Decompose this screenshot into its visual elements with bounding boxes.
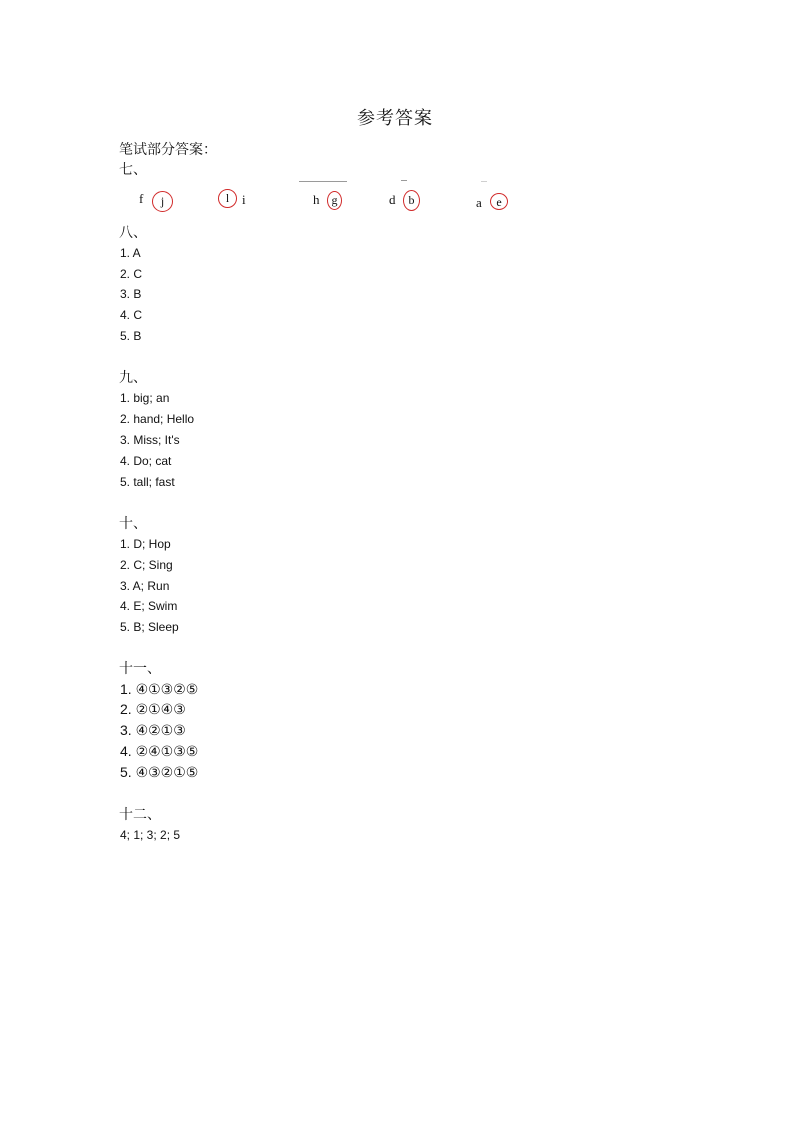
answer-line: 1. A (120, 246, 141, 260)
answer-line: 3. ④②①③ (120, 722, 186, 738)
section-8-heading: 八、 (119, 225, 147, 241)
subtitle: 笔试部分答案： (119, 142, 217, 158)
scan-mark (299, 181, 347, 182)
answer-line: 2. C; Sing (120, 558, 173, 572)
section-10-heading: 十、 (119, 516, 147, 532)
pair-5-circled: e (490, 193, 508, 210)
pair-3-plain: h (313, 192, 320, 207)
answer-line: 3. B (120, 287, 142, 301)
scan-mark (401, 180, 407, 181)
page-title: 参考答案 (357, 108, 433, 129)
answer-line: 1. ④①③②⑤ (120, 681, 199, 697)
answer-line: 1. D; Hop (120, 537, 171, 551)
pair-4-circled: b (403, 190, 420, 211)
pair-1-circled: j (152, 191, 173, 212)
answer-line: 2. hand; Hello (120, 412, 195, 426)
answer-line: 3. A; Run (120, 579, 170, 593)
pair-1-plain: f (139, 191, 144, 206)
answer-line: 4. E; Swim (120, 599, 178, 613)
answer-line: 5. ④③②①⑤ (120, 764, 199, 780)
answer-line: 4; 1; 3; 2; 5 (120, 828, 181, 842)
answer-line: 4. C (120, 308, 143, 322)
answer-line: 1. big; an (120, 391, 170, 405)
answer-line: 2. ②①④③ (120, 701, 186, 717)
answer-line: 5. B (120, 329, 142, 343)
section-11-heading: 十一、 (119, 661, 161, 677)
pair-2-plain: i (242, 192, 246, 207)
section-12-heading: 十二、 (119, 807, 161, 823)
pair-3-circled: g (327, 191, 342, 210)
scan-mark (481, 181, 487, 182)
answer-line: 4. Do; cat (120, 454, 172, 468)
pair-2-circled: l (218, 189, 237, 208)
answer-line: 2. C (120, 267, 143, 281)
pair-4-plain: d (389, 192, 396, 207)
pair-5-plain: a (476, 195, 482, 210)
answer-line: 5. tall; fast (120, 475, 175, 489)
section-7-heading: 七、 (119, 162, 147, 178)
answer-line: 5. B; Sleep (120, 620, 179, 634)
section-9-heading: 九、 (119, 370, 147, 386)
answer-line: 3. Miss; It's (120, 433, 180, 447)
answer-line: 4. ②④①③⑤ (120, 743, 199, 759)
